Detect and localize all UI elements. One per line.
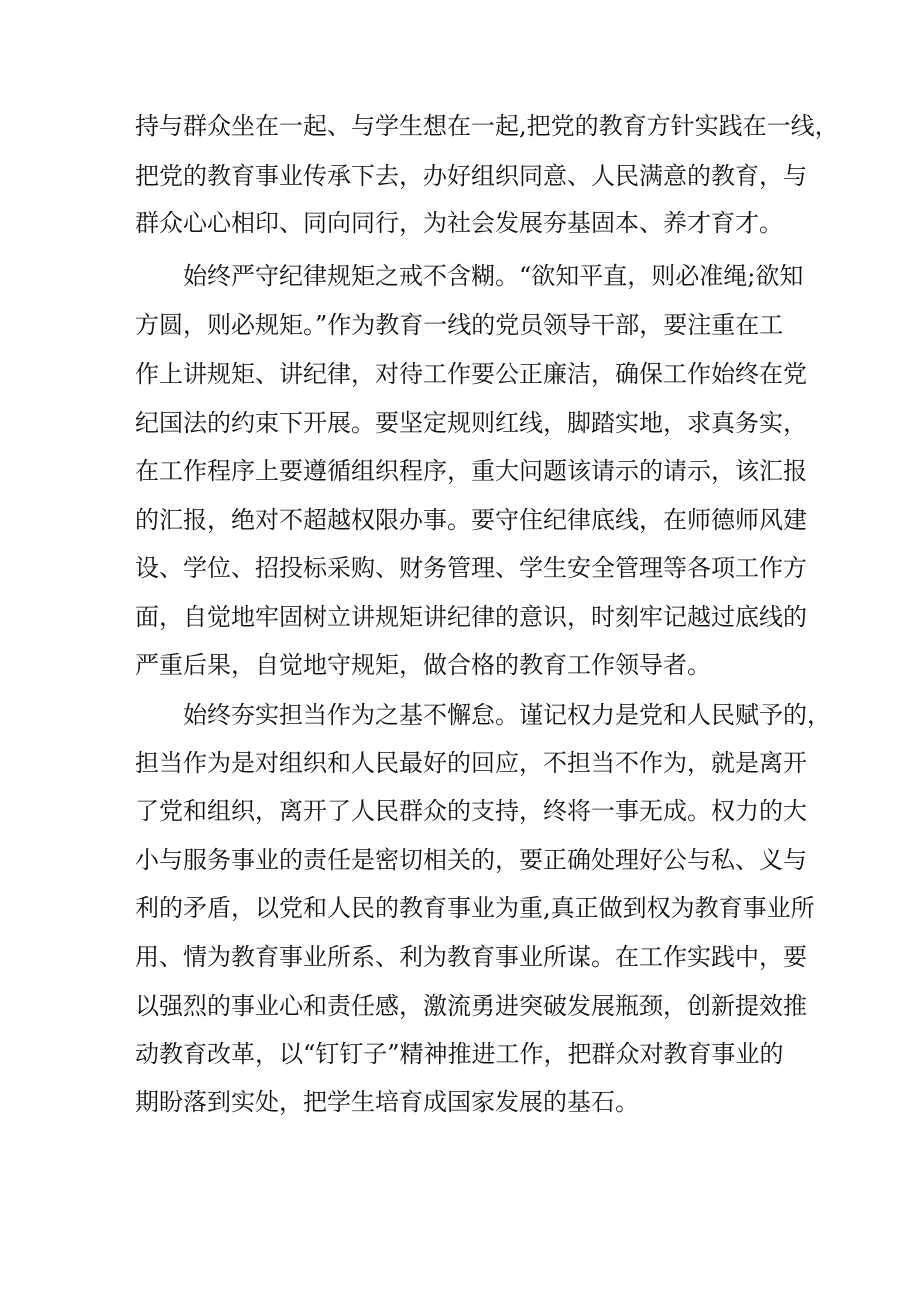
text-line: 始终夯实担当作为之基不懈怠。谨记权力是党和人民赋予的，: [183, 701, 831, 729]
text-line: 担当作为是对组织和人民最好的回应，不担当不作为，就是离开: [135, 749, 807, 777]
text-line: 了党和组织，离开了人民群众的支持，终将一事无成。权力的大: [135, 797, 807, 825]
text-line: 的汇报，绝对不超越权限办事。要守住纪律底线，在师德师风建: [135, 506, 807, 534]
text-line: 期盼落到实处，把学生培育成国家发展的基石。: [135, 1088, 639, 1116]
text-line: 以强烈的事业心和责任感，激流勇进突破发展瓶颈，创新提效推: [135, 992, 807, 1020]
text-line: 用、情为教育事业所系、利为教育事业所谋。在工作实践中，要: [135, 943, 807, 971]
text-line: 纪国法的约束下开展。要坚定规则红线，脚踏实地，求真务实，: [135, 409, 807, 437]
text-line: 持与群众坐在一起、与学生想在一起,把党的教育方针实践在一线，: [135, 112, 839, 140]
text-line: 动教育改革，以“钉钉子”精神推进工作，把群众对教育事业的: [135, 1040, 784, 1068]
text-line: 作上讲规矩、讲纪律，对待工作要公正廉洁，确保工作始终在党: [135, 360, 807, 388]
text-line: 方圆，则必规矩。”作为教育一线的党员领导干部，要注重在工: [135, 311, 784, 339]
text-line: 始终严守纪律规矩之戒不含糊。“欲知平直，则必准绳;欲知: [183, 262, 804, 290]
text-line: 严重后果，自觉地守规矩，做合格的教育工作领导者。: [135, 651, 711, 679]
text-line: 把党的教育事业传承下去，办好组织同意、人民满意的教育，与: [135, 162, 807, 190]
text-line: 面，自觉地牢固树立讲规矩讲纪律的意识，时刻牢记越过底线的: [135, 603, 807, 631]
text-line: 小与服务事业的责任是密切相关的，要正确处理好公与私、义与: [135, 846, 807, 874]
text-line: 群众心心相印、同向同行，为社会发展夯基固本、养才育才。: [135, 209, 783, 237]
text-line: 设、学位、招投标采购、财务管理、学生安全管理等各项工作方: [135, 554, 807, 582]
text-line: 在工作程序上要遵循组织程序，重大问题该请示的请示，该汇报: [135, 457, 807, 485]
text-line: 利的矛盾，以党和人民的教育事业为重,真正做到权为教育事业所: [135, 894, 815, 922]
